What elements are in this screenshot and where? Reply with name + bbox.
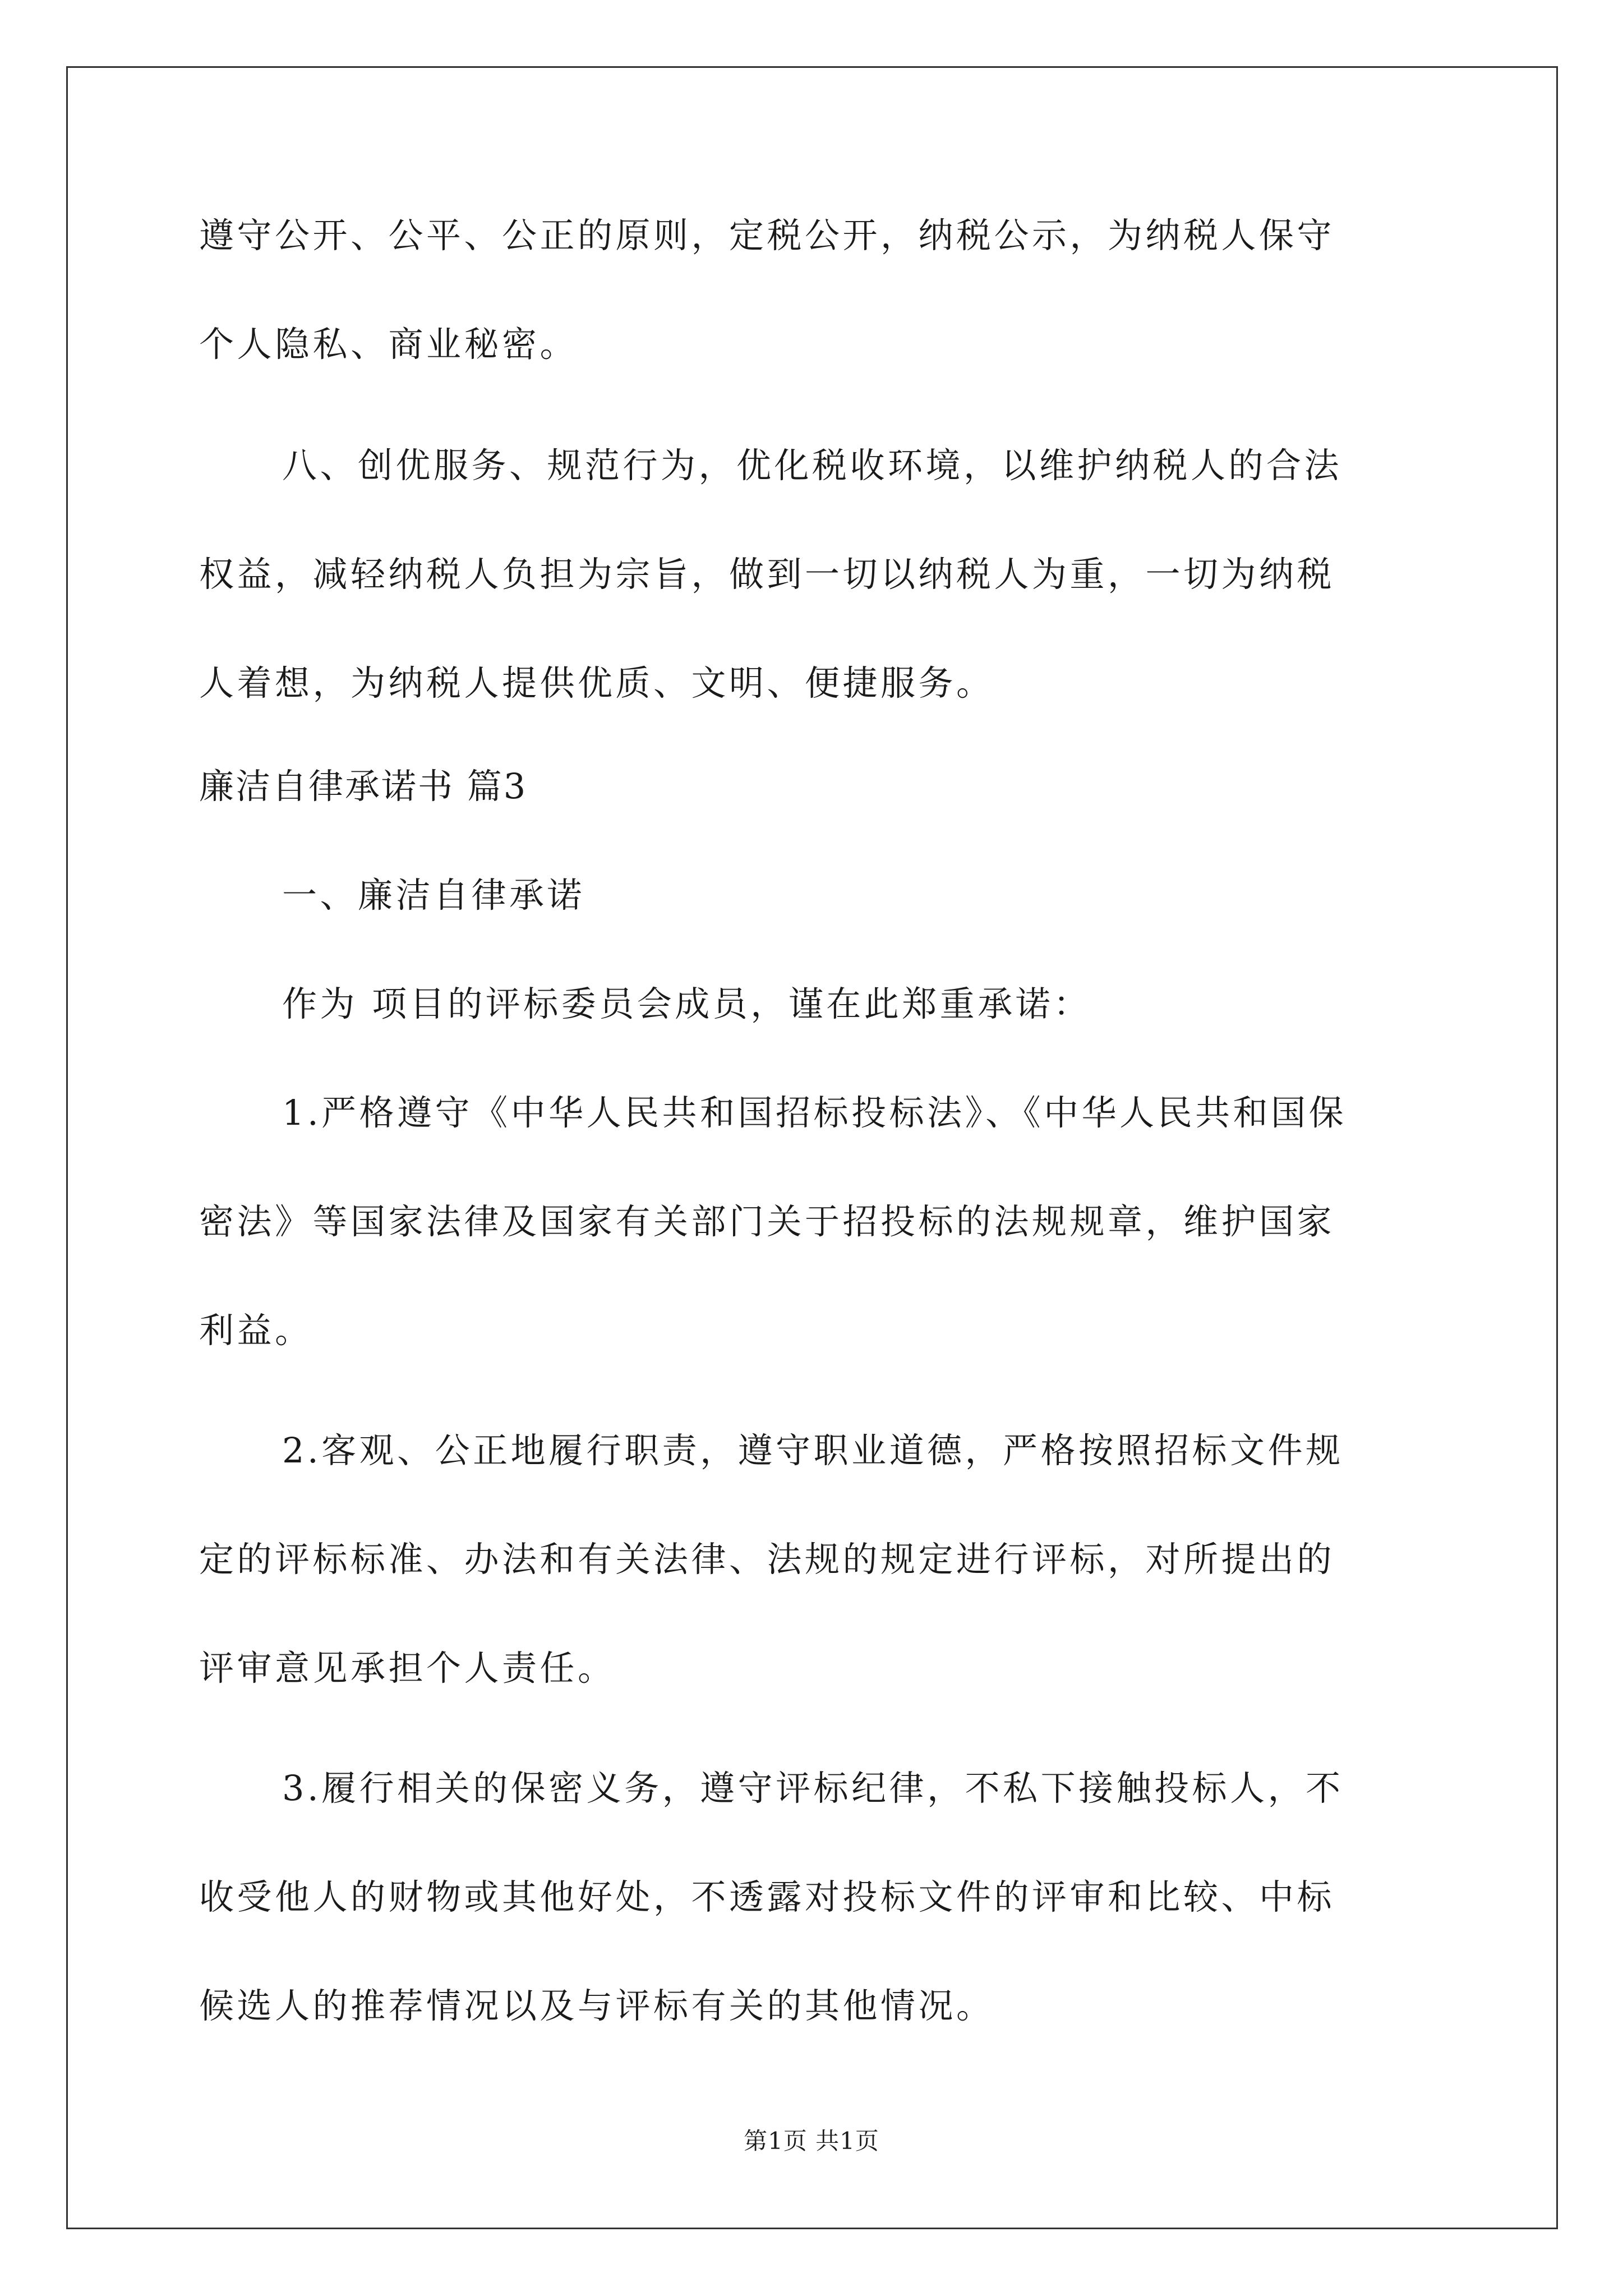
text-line: 权益，减轻纳税人负担为宗旨，做到一切以纳税人为重，一切为纳税	[199, 554, 1335, 595]
text-line: 人着想，为纳税人提供优质、文明、便捷服务。	[199, 662, 994, 703]
text-line: 候选人的推荐情况以及与评标有关的其他情况。	[199, 1985, 994, 2026]
text-line: 作为 项目的评标委员会成员，谨在此郑重承诺：	[282, 983, 1091, 1024]
text-line: 收受他人的财物或其他好处，不透露对投标文件的评审和比较、中标	[199, 1876, 1335, 1917]
subsection-heading: 一、廉洁自律承诺	[282, 875, 585, 915]
text-line: 利益。	[199, 1310, 313, 1351]
text-line: 密法》等国家法律及国家有关部门关于招投标的法规规章，维护国家	[199, 1201, 1335, 1242]
text-line: 八、创优服务、规范行为，优化税收环境，以维护纳税人的合法	[282, 445, 1343, 486]
text-line: 1.严格遵守《中华人民共和国招标投标法》、《中华人民共和国保	[282, 1092, 1347, 1133]
text-line: 个人隐私、商业秘密。	[199, 324, 578, 365]
text-line: 定的评标标准、办法和有关法律、法规的规定进行评标，对所提出的	[199, 1539, 1335, 1580]
section-heading: 廉洁自律承诺书 篇3	[199, 766, 528, 807]
text-line: 评审意见承担个人责任。	[199, 1648, 616, 1688]
text-line: 2.客观、公正地履行职责，遵守职业道德，严格按照招标文件规	[282, 1430, 1344, 1471]
text-line: 遵守公开、公平、公正的原则，定税公开，纳税公示，为纳税人保守	[199, 215, 1335, 256]
page-footer: 第1页 共1页	[744, 2127, 879, 2155]
text-line: 3.履行相关的保密义务，遵守评标纪律，不私下接触投标人，不	[282, 1768, 1344, 1809]
